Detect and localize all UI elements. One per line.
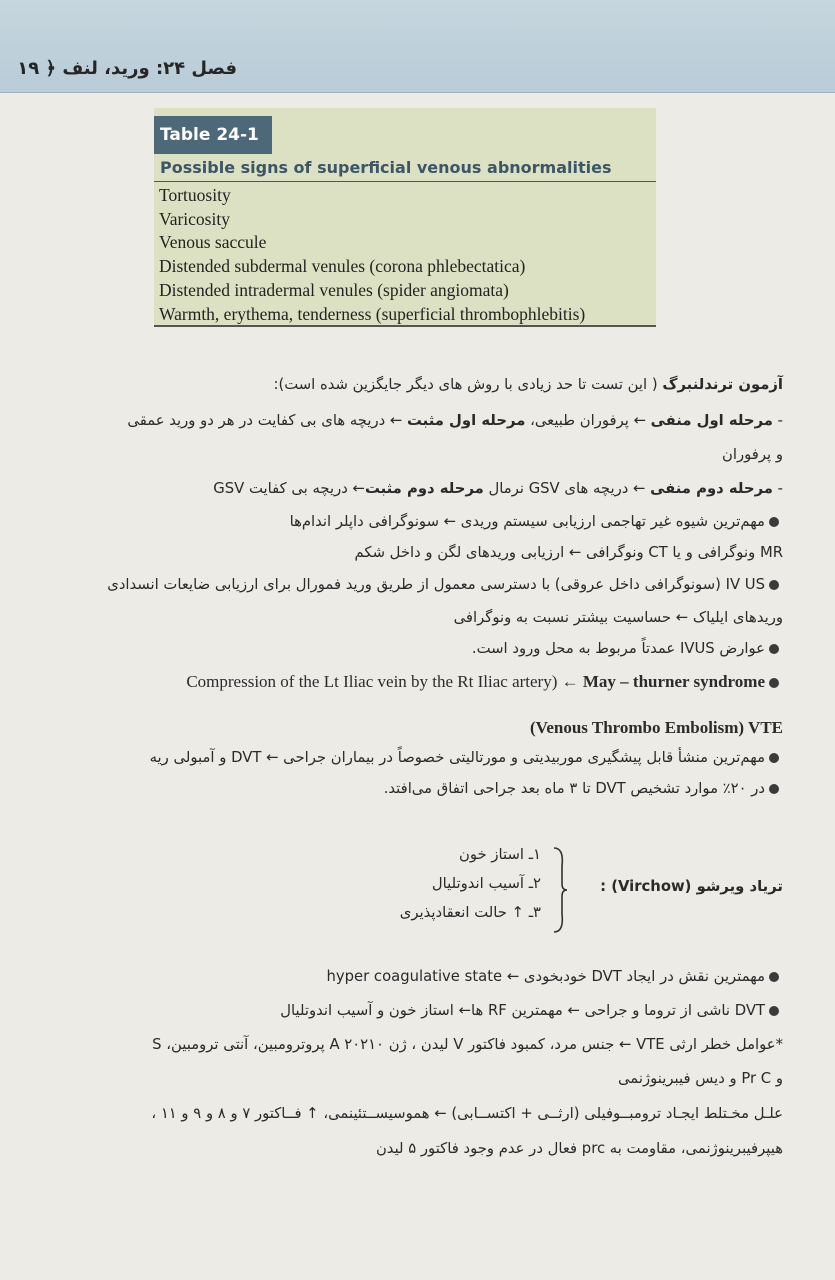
table-row: Distended intradermal venules (spider angiomata) [159, 279, 509, 300]
table-row: Tortuosity [159, 185, 231, 205]
dash: - [772, 480, 783, 497]
may-thurner-definition: Compression of the Lt Iliac vein by the Rt Iliac artery) ← [186, 672, 583, 691]
bullet-text: مهمترین نقش در ایجاد DVT خودبخودی ← hyper coagulative state [326, 968, 765, 985]
table-row: Warmth, erythema, tenderness (superficial thrombophlebitis) [159, 303, 586, 324]
stage1-negative: مرحله اول منفی [650, 412, 773, 429]
bullet-icon [769, 580, 779, 590]
table-24-1 [154, 108, 656, 326]
stage1-positive-text: ← دریچه های بی کفایت در هر دو ورید عمقی [127, 412, 407, 429]
vte-bullet-3 [327, 968, 783, 985]
stage2-positive: مرحله دوم مثبت [364, 480, 484, 497]
trendelenburg-stage1 [127, 412, 783, 429]
virchow-label: تریاد ویرشو (Virchow) : [600, 878, 783, 895]
bullet-text: عوارض IVUS عمدتاً مربوط به محل ورود است. [471, 640, 765, 657]
stage1-negative-text: ← پرفوران طبیعی، [525, 412, 651, 429]
bullet-text: مهم‌ترین منشأ قابل پیشگیری موربیدیتی و مورتالیتی خصوصاً در بیماران جراحی ← DVT و آمبولی ریه [149, 749, 765, 766]
vte-bullet-4 [280, 1002, 783, 1019]
bullet-text: در ۲۰٪ موارد تشخیص DVT تا ۳ ماه بعد جراحی اتفاق می‌افتد. [383, 780, 765, 797]
stage2-negative-text: ← دریچه های GSV نرمال [483, 480, 651, 497]
virchow-item: ۲ـ آسیب اندوتلیال [431, 875, 541, 892]
bullet-may-thurner [186, 672, 783, 692]
stage2-positive-text: ← دریچه بی کفایت GSV [213, 480, 365, 497]
bullet-icon [769, 1006, 779, 1016]
virchow-item: ۳ـ ↑ حالت انعقادپذیری [399, 904, 541, 921]
vte-hereditary-risk-cont: و Pr C و دیس فیبرینوژنمی [617, 1070, 783, 1087]
bullet-icon [769, 644, 779, 654]
trendelenburg-heading-line [273, 376, 783, 393]
bullet-icon [769, 753, 779, 763]
vte-mixed-causes-cont: هیپرفیبرینوژنمی، مقاومت به prc فعال در عدم وجود فاکتور ۵ لیدن [375, 1140, 783, 1157]
table-rows [159, 184, 585, 326]
table-bottom-rule [154, 325, 656, 327]
vte-heading: (Venous Thrombo Embolism) VTE [529, 718, 783, 737]
vte-bullet-1 [150, 749, 783, 766]
table-row: Varicosity [159, 208, 230, 229]
stage1-positive: مرحله اول مثبت [407, 412, 526, 429]
bullet-icon [769, 972, 779, 982]
bullet-text: DVT ناشی از تروما و جراحی ← مهمترین RF ها← استاز خون و آسیب اندوتلیال [280, 1002, 765, 1019]
table-row: Distended subdermal venules (corona phlebectatica) [159, 256, 526, 277]
table-top-rule [154, 181, 656, 182]
virchow-brace [552, 846, 568, 934]
bullet-icon [769, 784, 779, 794]
vte-mixed-causes: علـل مخـتلط ایجـاد ترومبــوفیلی (ارثــی + اکتســابی) ← هموسیســتئینمی، ↑ فــاکتور ۷ و ۸ و ۹ و ۱۱ ، [151, 1105, 783, 1122]
trendelenburg-stage1-cont: و پرفوران [722, 446, 783, 463]
bullet-text: IV US (سونوگرافی داخل عروقی) با دسترسی معمول از طریق ورید فمورال برای ارزیابی ضایعات انسدادی [107, 576, 765, 593]
bullet-ivus-complications [472, 640, 783, 657]
bullet-ivus [107, 576, 783, 593]
stage2-negative: مرحله دوم منفی [650, 480, 773, 497]
bullet-iliac: وریدهای ایلیاک ← حساسیت بیشتر نسبت به ونوگرافی [453, 609, 783, 626]
trendelenburg-stage2 [213, 480, 783, 497]
virchow-item: ۱ـ استاز خون [459, 846, 541, 863]
table-caption: Possible signs of superficial venous abnormalities [160, 158, 612, 177]
trendelenburg-heading: آزمون ترندلنبرگ [662, 376, 783, 393]
table-row: Venous saccule [159, 232, 267, 253]
vte-bullet-2 [384, 780, 783, 797]
bullet-icon [769, 517, 779, 527]
table-tab-label: Table 24-1 [154, 116, 272, 154]
bullet-text: مهم‌ترین شیوه غیر تهاجمی ارزیابی سیستم وریدی ← سونوگرافی داپلر اندام‌ها [289, 513, 765, 530]
chapter-title: فصل ۲۴: ورید، لنف ﴿ ۱۹ [17, 58, 237, 79]
trendelenburg-note: ( این تست تا حد زیادی با روش های دیگر جایگزین شده است): [273, 376, 663, 393]
virchow-list [400, 846, 541, 933]
dash: - [772, 412, 783, 429]
may-thurner-term: May – thurner syndrome [582, 672, 765, 691]
vte-hereditary-risk: *عوامل خطر ارثی VTE ← جنس مرد، کمبود فاکتور V لیدن ، ژن A ۲۰۲۱۰ پروترومبین، آنتی ترومبین، S [152, 1036, 783, 1053]
page-header [0, 0, 835, 93]
bullet-doppler [290, 513, 783, 530]
bullet-icon [769, 678, 779, 688]
bullet-mr-ct: MR ونوگرافی و یا CT ونوگرافی ← ارزیابی وریدهای لگن و داخل شکم [354, 544, 783, 561]
